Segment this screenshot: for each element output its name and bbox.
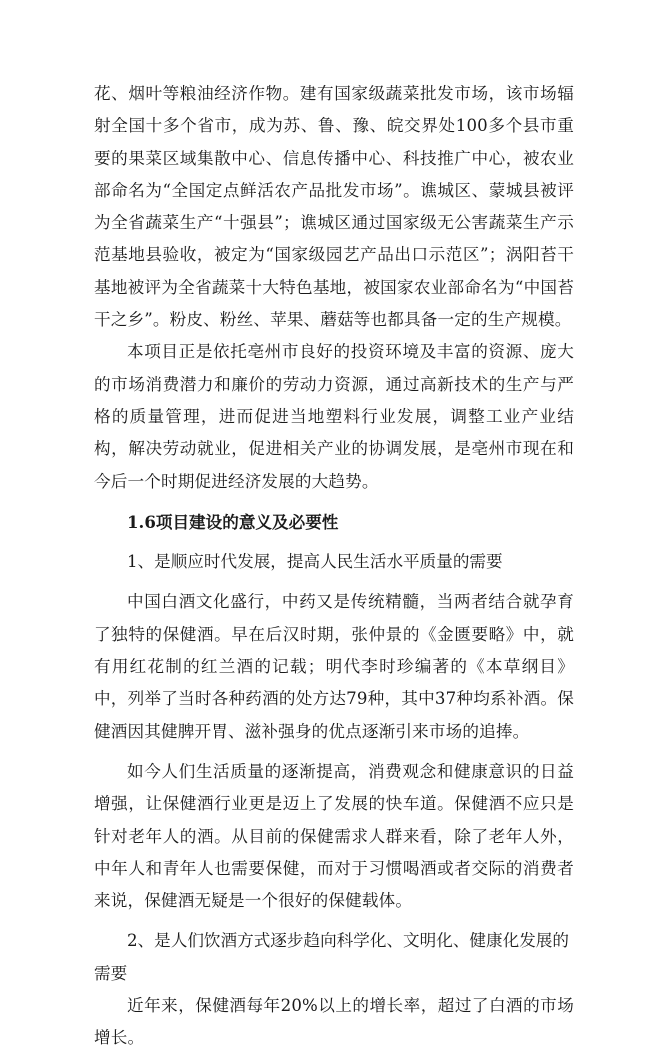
- subheading-drinking-habits: 2、是人们饮酒方式逐步趋向科学化、文明化、健康化发展的需要: [94, 931, 569, 983]
- paragraph-market-growth: 近年来，保健酒每年20%以上的增长率，超过了白酒的市场增长。: [94, 996, 574, 1048]
- subheading-time-development: 1、是顺应时代发展，提高人民生活水平质量的需要: [127, 552, 503, 572]
- paragraph-health-wine-demand: 如今人们生活质量的逐渐提高，消费观念和健康意识的日益增强，让保健酒行业更是迈上了发展的快车道。保健酒不应只是针对老年人的酒。从目前的保健需求人群来看，除了老年人外，中年人和青年人也需要保健，而对于习惯喝酒或者交际的消费者来说，保健酒无疑是一个很好的保健载体。: [94, 761, 574, 911]
- paragraph-project-basis: 本项目正是依托亳州市良好的投资环境及丰富的资源、庞大的市场消费潜力和廉价的劳动力资源，通过高新技术的生产与严格的质量管理，进而促进当地塑料行业发展，调整工业产业结构，解决劳动就业，促进相关产业的协调发展，是亳州市现在和今后一个时期促进经济发展的大趋势。: [94, 342, 574, 491]
- section-heading: 1.6项目建设的意义及必要性: [127, 511, 339, 532]
- paragraph-agriculture-market: 花、烟叶等粮油经济作物。建有国家级蔬菜批发市场，该市场辐射全国十多个省市，成为苏、鲁、豫、皖交界处100多个县市重要的果菜区域集散中心、信息传播中心、科技推广中心，被农业部命名为“全国定点鲜活农产品批发市场”。谯城区、蒙城县被评为全省蔬菜生产“十强县”；谯城区通过国家级无公害蔬菜生产示范基地县验收，被定为“国家级园艺产品出口示范区”；涡阳苔干基地被评为全省蔬菜十大特色基地，被国家农业部命名为“中国苔干之乡”。粉皮、粉丝、苹果、蘑菇等也都具备一定的生产规模。: [94, 84, 574, 330]
- paragraph-health-wine-history: 中国白酒文化盛行，中药又是传统精髓，当两者结合就孕育了独特的保健酒。早在后汉时期，张仲景的《金匮要略》中，就有用红花制的红兰酒的记载；明代李时珍编著的《本草纲目》中，列举了当时各种药酒的处方达79种，其中37种均系补酒。保健酒因其健脾开胃、滋补强身的优点逐渐引来市场的追捧。: [94, 592, 574, 741]
- document-page: [94, 78, 574, 1055]
